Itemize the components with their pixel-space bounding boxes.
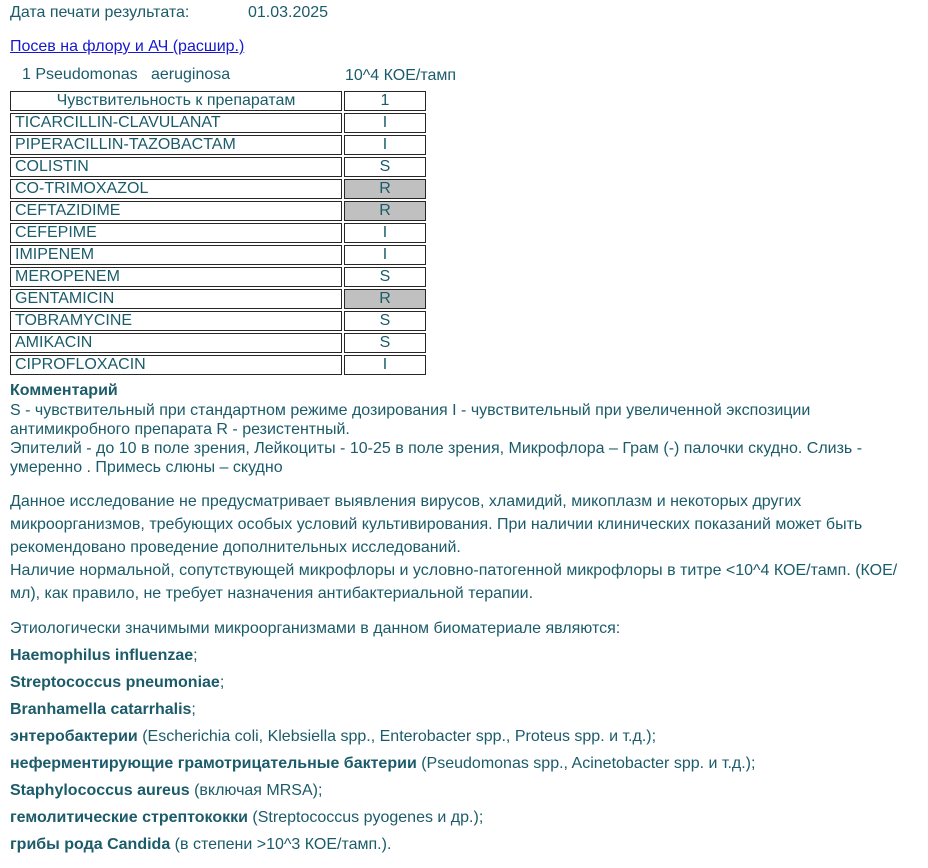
- result-value: S: [344, 267, 426, 287]
- result-value: R: [344, 201, 426, 221]
- comment-heading: Комментарий: [10, 382, 118, 399]
- organism-item-detail: ;: [219, 674, 225, 691]
- organism-list-item: [10, 804, 918, 831]
- table-row: [10, 289, 426, 309]
- organism-name: 1 Pseudomonas aeruginosa: [22, 66, 231, 83]
- sensitivity-table-header-row: [10, 91, 426, 111]
- result-value: I: [344, 223, 426, 243]
- drug-name: PIPERACILLIN-TAZOBACTAM: [10, 135, 342, 155]
- sir-legend-text: S - чувствительный при стандартном режиме дозирования I - чувствительный при увеличенной экспозиции антимикробного препарата R - резистентный.: [10, 402, 811, 438]
- drug-name: TICARCILLIN-CLAVULANAT: [10, 113, 342, 133]
- organism-list-item: [10, 777, 918, 804]
- organism-item-name: неферментирующие грамотрицательные бактерии: [10, 755, 417, 772]
- result-value: I: [344, 135, 426, 155]
- drug-name: IMIPENEM: [10, 245, 342, 265]
- table-row: [10, 333, 426, 353]
- table-row: [10, 311, 426, 331]
- drug-name: CIPROFLOXACIN: [10, 355, 342, 375]
- organism-item-detail: (Pseudomonas spp., Acinetobacter spp. и т.д.);: [416, 755, 756, 772]
- organism-item-detail: ;: [191, 701, 196, 718]
- organism-item-detail: ;: [193, 647, 198, 664]
- organism-item-detail: (включая MRSA);: [189, 782, 323, 799]
- organism-item-name: грибы рода Candida: [10, 836, 171, 853]
- result-value: I: [344, 113, 426, 133]
- drug-name: COLISTIN: [10, 157, 342, 177]
- significant-organisms-section: [10, 615, 918, 858]
- comment-section: [10, 381, 918, 477]
- drug-name: CO-TRIMOXAZOL: [10, 179, 342, 199]
- organism-item-detail: (Escherichia coli, Klebsiella spp., Enterobacter spp., Proteus spp. и т.д.);: [137, 728, 657, 745]
- result-value: R: [344, 179, 426, 199]
- microscopy-text: Эпителий - до 10 в поле зрения, Лейкоциты - 10-25 в поле зрения, Микрофлора – Грам (-) палочки скудно. Слизь - умеренно . Примесь слюны – скудно: [10, 440, 863, 476]
- test-name-row: [10, 37, 918, 56]
- result-value: I: [344, 355, 426, 375]
- organism-row: [10, 65, 918, 84]
- organism-list-item: [10, 669, 918, 696]
- table-header-isolate-number: 1: [344, 91, 426, 111]
- drug-name: CEFEPIME: [10, 223, 342, 243]
- table-row: [10, 113, 426, 133]
- drug-name: AMIKACIN: [10, 333, 342, 353]
- table-row: [10, 135, 426, 155]
- sensitivity-table-body: [10, 113, 426, 375]
- table-row: [10, 157, 426, 177]
- flora-note-text: Наличие нормальной, сопутствующей микрофлоры и условно-патогенной микрофлоры в титре <10^4 КОЕ/тамп. (КОЕ/мл), как правило, не требует назначения антибактериальной терапии.: [10, 562, 898, 602]
- organism-list-item: [10, 696, 918, 723]
- organism-item-detail: (Streptococcus pyogenes и др.);: [247, 809, 484, 826]
- table-row: [10, 179, 426, 199]
- organisms-intro: Этиологически значимыми микроорганизмами в данном биоматериале являются:: [10, 620, 621, 637]
- notes-section: [10, 490, 918, 605]
- test-name-link[interactable]: Посев на флору и АЧ (расшир.): [10, 38, 245, 55]
- organism-list-item: [10, 831, 918, 858]
- organism-item-name: гемолитические стрептококки: [10, 809, 248, 826]
- drug-name: MEROPENEM: [10, 267, 342, 287]
- table-header-drugs: Чувствительность к препаратам: [10, 91, 342, 111]
- sensitivity-table: [8, 89, 428, 377]
- drug-name: CEFTAZIDIME: [10, 201, 342, 221]
- result-value: S: [344, 157, 426, 177]
- organism-list-item: [10, 750, 918, 777]
- print-date-row: [10, 3, 918, 23]
- study-note-text: Данное исследование не предусматривает выявления вирусов, хламидий, микоплазм и некоторых других микроорганизмов, требующих особых условий культивирования. При наличии клинических показаний может быть рекомендовано проведение дополнительных исследований.: [10, 493, 863, 556]
- table-row: [10, 223, 426, 243]
- result-value: S: [344, 333, 426, 353]
- organism-list-item: [10, 642, 918, 669]
- organism-item-name: Staphylococcus aureus: [10, 782, 190, 799]
- organism-item-name: Haemophilus influenzae: [10, 647, 194, 664]
- organism-item-name: Streptococcus pneumoniae: [10, 674, 220, 691]
- print-date-value: 01.03.2025: [248, 4, 329, 21]
- table-row: [10, 245, 426, 265]
- drug-name: GENTAMICIN: [10, 289, 342, 309]
- organism-item-name: Branhamella catarrhalis: [10, 701, 192, 718]
- organism-item-name: энтеробактерии: [10, 728, 138, 745]
- result-value: R: [344, 289, 426, 309]
- lab-report-document: [10, 3, 918, 858]
- organism-list-item: [10, 723, 918, 750]
- organism-item-detail: (в степени >10^3 КОЕ/тамп.).: [170, 836, 392, 853]
- organism-titer: 10^4 КОЕ/тамп: [345, 67, 457, 84]
- table-row: [10, 201, 426, 221]
- table-row: [10, 267, 426, 287]
- drug-name: TOBRAMYCINE: [10, 311, 342, 331]
- table-row: [10, 355, 426, 375]
- result-value: S: [344, 311, 426, 331]
- print-date-label: Дата печати результата:: [10, 4, 190, 21]
- result-value: I: [344, 245, 426, 265]
